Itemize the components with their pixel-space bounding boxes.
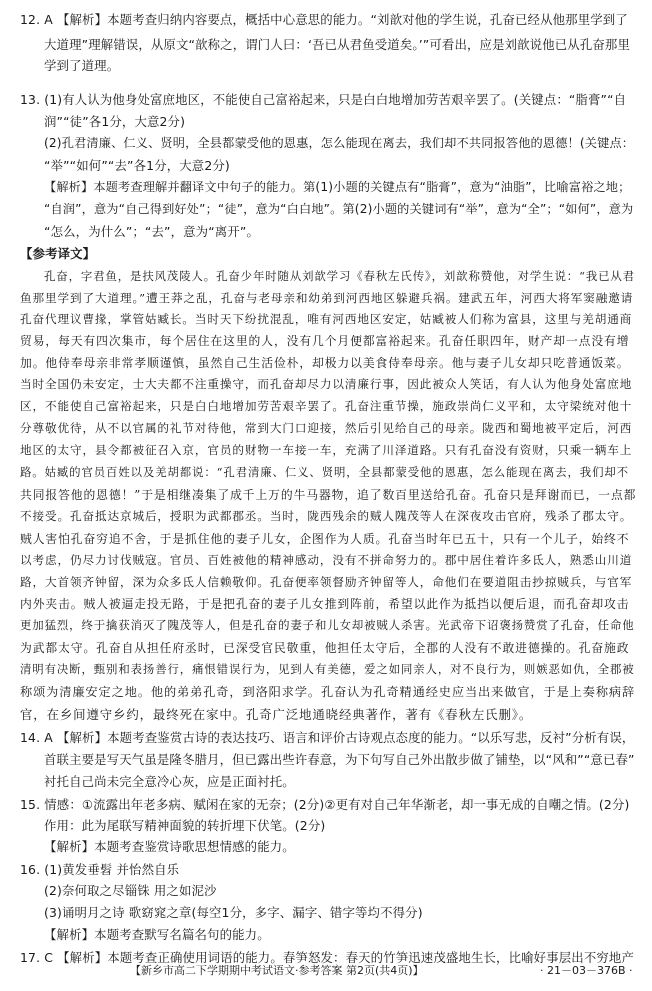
text-line: 贼人害怕孔奋穷追不舍，于是抓住他的妻子儿女，企图作为人质。孔奋当时年已五十，只有一个儿子，始终不 xyxy=(20,532,630,546)
footer-title: 【新乡市高二下学期期中考试语文·参考答案 第2页(共4页)】 xyxy=(130,964,424,977)
text-line: 15. 情感：①流露出年老多病、赋闲在家的无奈；(2分)②更有对自己年华渐老，却一事无成的自嘲之情。(2分) xyxy=(20,797,630,812)
text-line: 内外夹击。贼人被逼走投无路，于是把孔奋的妻子儿女推到阵前，希望以此作为抵挡以便后退，而孔奋却攻击 xyxy=(20,597,630,611)
text-line: 更加猛烈，终于擒获消灭了隗茂等人，但是孔奋的妻子和儿女却被贼人杀害。光武帝下诏褒扬赞赏了孔奋，任命他 xyxy=(20,618,635,632)
text-line: (2)奈何取之尽锱铢 用之如泥沙 xyxy=(44,883,217,898)
text-line: 【解析】本题考查理解并翻译文中句子的能力。第(1)小题的关键点有“脂膏”，意为“油脂”，比喻富裕之地； xyxy=(44,180,631,194)
text-line: 区，不能使自己富裕起来，只是白白地增加劳苦艰辛罢了。孔奋注重节操，施政崇尚仁义平和，太守梁统对他十 xyxy=(20,399,633,413)
text-line: 当时全国仍未安定，士大夫都不注重操守，而孔奋却尽力以清廉行事，因此被众人笑话，有人认为他身处富庶地 xyxy=(20,377,633,391)
text-line: 加。他侍奉母亲非常孝顺谨慎，虽然自己生活俭朴，却极力以美食侍奉母亲。他与妻子儿女却只吃普通饭菜。 xyxy=(20,356,630,370)
text-line: 官，在乡间遵守乡约，最终死在家中。孔奇广泛地通晓经典著作，著有《春秋左氏删》。 xyxy=(20,707,533,722)
text-line: 14. A 【解析】本题考查鉴赏古诗的表达技巧、语言和评价古诗观点态度的能力。“以乐写悲，反衬”分析有误， xyxy=(20,730,635,745)
footer-code: · 21－03－376B · xyxy=(540,964,633,977)
text-line: 13. (1)有人认为他身处富庶地区，不能使自己富裕起来，只是白白地增加劳苦艰辛罢了。(关键点：“脂膏”“自 xyxy=(20,92,627,107)
text-line: 鱼那里学到了大道理。”遭王莽之乱，孔奋与老母亲和幼弟到河西地区躲避兵祸。建武五年，河西大将军窦融邀请 xyxy=(20,291,634,305)
text-line: 称颂为清廉安定之地。他的弟弟孔奇，到洛阳求学。孔奋认为孔奇精通经史应当出来做官，于是上奏称病辞 xyxy=(20,685,636,699)
text-line: “自润”，意为“自己得到好处”；“徒”，意为“白白地”。第(2)小题的关键词有“举”，意为“全”；“如何”，意为 xyxy=(44,202,634,216)
text-line: 学到了道理。 xyxy=(44,58,120,73)
text-line: 孔奋，字君鱼，是扶风茂陵人。孔奋少年时随从刘歆学习《春秋左氏传》，刘歆称赞他，对学生说：“我已从君 xyxy=(44,269,635,283)
text-line: 路。姑臧的官员百姓以及羌胡都说：“孔君清廉、仁义、贤明，全县都蒙受他的恩惠，怎么能现在离去，我们却不 xyxy=(20,465,629,479)
text-line: 衬托自己尚未完全意冷心灰，应是正面衬托。 xyxy=(44,774,295,789)
text-line: 12. A 【解析】本题考查归纳内容要点，概括中心意思的能力。“刘歆对他的学生说，孔奋已经从他那里学到了 xyxy=(20,12,628,27)
text-line: 地区的太守，县令都被征召入京，官员的财物一车接一车，充满了川泽道路。只有孔奋没有资财，只乘一辆车上 xyxy=(20,443,633,457)
text-line: 首联主要是写天气虽是隆冬腊月，但已露出些许春意，为下句写自己外出散步做了铺垫，以“风和”“意已春” xyxy=(44,752,635,767)
text-line: 作用：此为尾联写精神面貌的转折埋下伏笔。(2分) xyxy=(44,818,326,833)
text-line: “怎么，为什么”；“去”，意为“离开”。 xyxy=(44,224,259,239)
text-line: 【参考译文】 xyxy=(20,246,96,261)
text-line: 以考虑，仍尽力讨伐贼寇。官员、百姓被他的精神感动，没有不拼命努力的。郡中居住着许多氐人，熟悉山川道 xyxy=(20,553,633,567)
text-line: 为武都太守。孔奋自从担任府丞时，已深受官民敬重，他担任太守后，全郡的人没有不敢进德操的。孔奋施政 xyxy=(20,641,630,655)
text-line: 孔奋代理议曹掾，掌管姑臧长。当时天下纷扰混乱，唯有河西地区安定，姑臧被人们称为富县，这里与羌胡通商 xyxy=(20,312,633,326)
text-line: 【解析】本题考查默写名篇名句的能力。 xyxy=(44,927,270,942)
text-line: (3)诵明月之诗 歌窈窕之章(每空1分，多字、漏字、错字等均不得分) xyxy=(44,905,423,920)
text-line: 贸易，每天有四次集市，每个居住在这里的人，没有几个月便都富裕起来。孔奋任职四年，财产却一点没有增 xyxy=(20,334,630,348)
text-line: 16. (1)黄发垂髫 并怡然自乐 xyxy=(20,862,180,877)
text-line: 共同报答他的恩德！”于是相继凑集了成千上万的牛马器物，追了数百里送给孔奋。孔奋只是拜谢而已，一点都 xyxy=(20,488,637,502)
text-line: 【解析】本题考查鉴赏诗歌思想情感的能力。 xyxy=(44,839,295,854)
text-line: 17. C 【解析】本题考查正确使用词语的能力。春笋怒发：春天的竹笋迅速茂盛地生长，比喻好事层出不穷地产 xyxy=(20,950,635,965)
text-line: 清明有决断，甄别和表扬善行，痛恨错误行为，见到人有美德，爱之如同亲人，对不良行为，则嫉恶如仇，全郡被 xyxy=(20,662,635,676)
text-line: 路，大首领齐钟留，深为众多氐人信赖敬仰。孔奋便率领督励齐钟留等人，命他们在要道阻击抄掠贼兵，与官军 xyxy=(20,575,633,589)
text-line: (2)孔君清廉、仁义、贤明，全县都蒙受他的恩惠，怎么能现在离去，我们却不共同报答他的恩德！(关键点： xyxy=(44,136,635,150)
text-line: 润”“徒”各1分，大意2分) xyxy=(44,114,186,129)
text-line: 不接受。孔奋抵达京城后，授职为武都郡丞。当时，陇西残余的贼人隗茂等人在深夜攻击官府，残杀了郡太守。 xyxy=(20,509,633,523)
text-line: 大道理”理解错误，从原文“歆称之，谓门人曰：‘吾已从君鱼受道矣。’”可看出，应是刘歆说他已从孔奋那里 xyxy=(44,37,631,52)
text-line: 分尊敬优待，从不以官属的礼节对待他，常到大门口迎接，然后引见给自己的母亲。陇西和蜀地被平定后，河西 xyxy=(20,421,633,435)
text-line: “举”“如何”“去”各1分，大意2分) xyxy=(44,158,230,173)
